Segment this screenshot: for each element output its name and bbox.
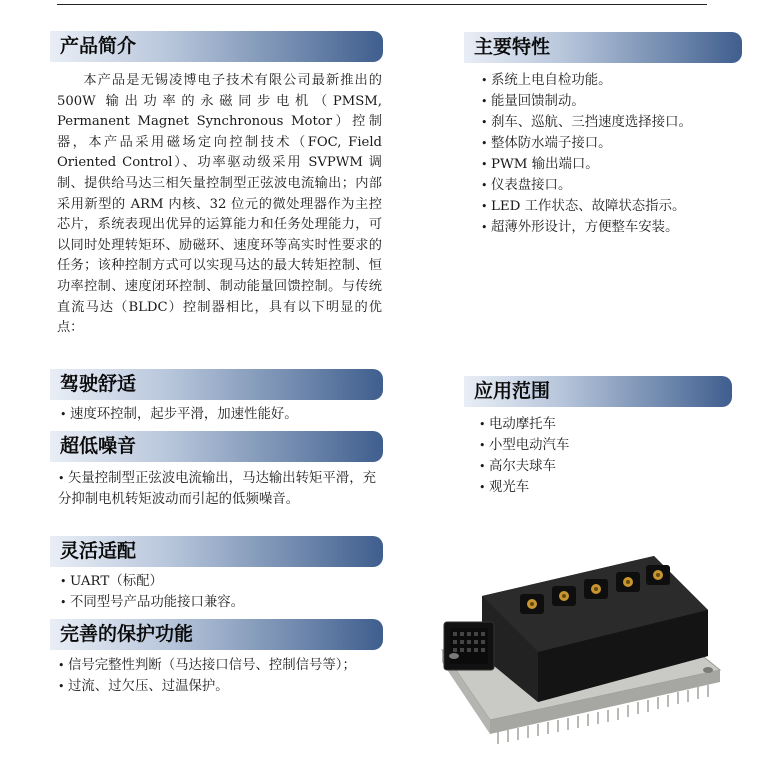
list-item: • 仪表盘接口。	[481, 175, 751, 196]
list-item: • 矢量控制型正弦波电流输出，马达输出转矩平滑，充分抑制电机转矩波动而引起的低频噪音。	[58, 468, 382, 510]
driving-comfort-list	[60, 404, 382, 425]
main-features-heading: 主要特性	[464, 32, 742, 63]
main-features-list	[481, 70, 751, 238]
list-item: • 能量回馈制动。	[481, 91, 751, 112]
list-item: • 过流、过欠压、过温保护。	[58, 676, 384, 697]
intro-heading: 产品简介	[50, 31, 383, 62]
list-item: • 电动摩托车	[479, 414, 719, 435]
protection-list	[58, 655, 384, 697]
list-item: • 刹车、巡航、三挡速度选择接口。	[481, 112, 751, 133]
driving-comfort-heading: 驾驶舒适	[50, 369, 383, 400]
list-item: • 整体防水端子接口。	[481, 133, 751, 154]
controller-product-image	[428, 552, 728, 747]
flexible-fit-list	[60, 571, 382, 613]
applications-list	[479, 414, 719, 498]
list-item: • PWM 输出端口。	[481, 154, 751, 175]
flexible-fit-heading: 灵活适配	[50, 536, 383, 567]
intro-paragraph: 本产品是无锡凌博电子技术有限公司最新推出的 500W 输出功率的永磁同步电机（PMSM, Permanent Magnet Synchronous Motor）控制器，本产品采用磁场定向控制技术（FOC, Field Oriented Control）、功率驱动级采用 SVPWM 调制、提供给马达三相矢量控制型正弦波电流输出；内部采用新型的 ARM 内核、32 位元的微处理器作为主控芯片，系统表现出优异的运算能力和任务处理能力，可以同时处理转矩环、励磁环、速度环等高实时性要求的任务；该种控制方式可以实现马达的最大转矩控制、恒功率控制、速度闭环控制、制动能量回馈控制。与传统直流马达（BLDC）控制器相比，具有以下明显的优点：	[57, 73, 382, 336]
list-item: • 小型电动汽车	[479, 435, 719, 456]
list-item: • 观光车	[479, 477, 719, 498]
list-item: • 信号完整性判断（马达接口信号、控制信号等）；	[58, 655, 384, 676]
list-item: • 速度环控制，起步平滑，加速性能好。	[60, 404, 382, 425]
list-item: • UART（标配）	[60, 571, 382, 592]
list-item: • 系统上电自检功能。	[481, 70, 751, 91]
list-item: • 高尔夫球车	[479, 456, 719, 477]
low-noise-list	[58, 468, 382, 510]
top-rule	[57, 4, 707, 5]
list-item: • LED 工作状态、故障状态指示。	[481, 196, 751, 217]
applications-heading: 应用范围	[464, 376, 732, 407]
low-noise-heading: 超低噪音	[50, 431, 383, 462]
list-item: • 超薄外形设计，方便整车安装。	[481, 217, 751, 238]
list-item: • 不同型号产品功能接口兼容。	[60, 592, 382, 613]
protection-heading: 完善的保护功能	[50, 619, 383, 650]
